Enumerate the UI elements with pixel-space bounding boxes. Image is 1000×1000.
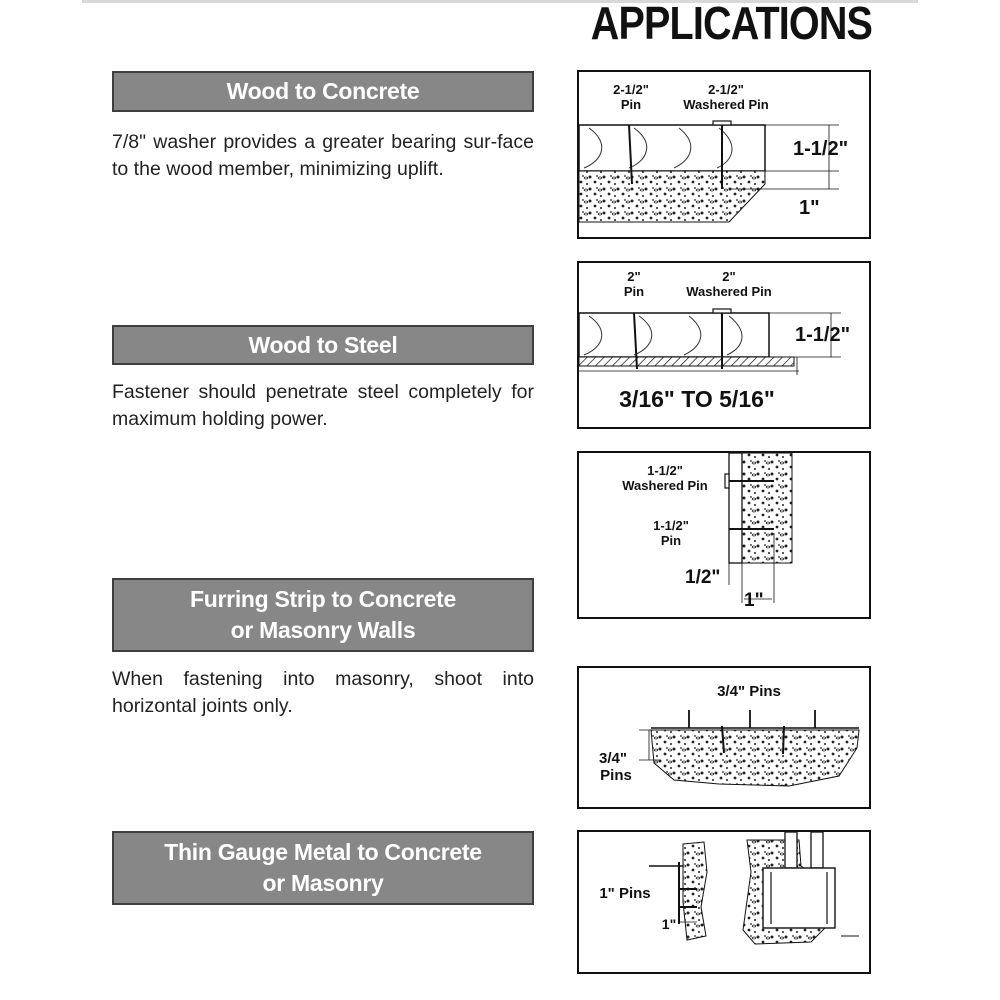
section-title: Wood to Steel — [248, 331, 398, 358]
washered-pin-size-label: 2-1/2" — [708, 82, 744, 97]
steel-plate — [579, 357, 794, 366]
section-title: Wood to Concrete — [226, 78, 420, 104]
furring-strip-illustration — [579, 453, 871, 619]
steel-thickness-range-label: 3/16" TO 5/16" — [619, 386, 775, 412]
section-description-wood-to-concrete: 7/8" washer provides a greater bearing sur-face to the wood member, minimizing uplift. — [112, 131, 534, 180]
pin-size-label: 2" — [627, 269, 641, 284]
section-title: Thin Gauge Metal to Concrete or Masonry — [164, 839, 482, 896]
pin-size-label: 1-1/2" — [653, 518, 689, 533]
diagram-masonry-pins — [577, 666, 871, 809]
penetration-label: 1" — [661, 916, 677, 932]
section-header-thin-gauge-metal — [112, 831, 534, 905]
metal-stud — [785, 832, 797, 868]
diagram-thin-gauge-metal — [577, 830, 871, 974]
metal-channel — [763, 868, 835, 928]
section-title: Furring Strip to Concrete or Masonry Walls — [190, 586, 456, 643]
pin-depth-label: 3/4" — [599, 750, 627, 767]
wood-board — [579, 125, 765, 171]
diagram-furring-strip — [577, 451, 871, 619]
pins-label: 3/4" Pins — [717, 683, 781, 700]
washer — [725, 474, 729, 488]
masonry-pins-illustration — [579, 668, 871, 809]
washered-pin-label: Washered Pin — [622, 478, 708, 493]
washer — [713, 309, 731, 313]
section-description-furring-strip: When fastening into masonry, shoot into horizontal joints only. — [112, 668, 534, 717]
pin-label: Pin — [660, 533, 682, 548]
pin-label: Pin — [623, 284, 645, 299]
washered-pin-label: Washered Pin — [686, 284, 772, 299]
pin-label: Pin — [620, 97, 642, 112]
pin-depth-caption: Pins — [600, 767, 632, 784]
metal-stud — [811, 832, 823, 868]
pin — [783, 726, 784, 754]
wood-to-steel-illustration — [579, 263, 871, 429]
wood-to-concrete-illustration — [579, 72, 871, 239]
washered-pin-label: Washered Pin — [683, 97, 769, 112]
furring-strip — [729, 453, 742, 563]
wood-thickness-label: 1-1/2" — [793, 138, 849, 160]
thin-gauge-metal-illustration — [579, 832, 871, 974]
section-header-wood-to-concrete — [112, 71, 534, 112]
washered-pin-size-label: 2" — [722, 269, 736, 284]
penetration-label: 1" — [744, 590, 764, 611]
masonry-wall — [742, 453, 792, 563]
diagram-wood-to-steel — [577, 261, 871, 429]
concrete-slab — [579, 171, 765, 222]
strip-thickness-label: 1/2" — [685, 567, 721, 588]
concrete-surface — [651, 730, 859, 786]
page-title: APPLICATIONS — [590, 0, 872, 49]
section-header-furring-strip — [112, 578, 534, 652]
wood-board — [579, 313, 769, 357]
wood-thickness-label: 1-1/2" — [795, 324, 851, 346]
section-description-wood-to-steel: Fastener should penetrate steel completely for maximum holding power. — [112, 381, 534, 430]
washer — [713, 121, 731, 125]
pin-size-label: 2-1/2" — [613, 82, 649, 97]
penetration-label: 1" — [799, 197, 820, 219]
washered-pin-size-label: 1-1/2" — [647, 463, 683, 478]
diagram-wood-to-concrete — [577, 70, 871, 239]
masonry-wall-left — [683, 842, 707, 940]
pins-label: 1" Pins — [599, 885, 651, 902]
section-header-wood-to-steel — [112, 325, 534, 365]
